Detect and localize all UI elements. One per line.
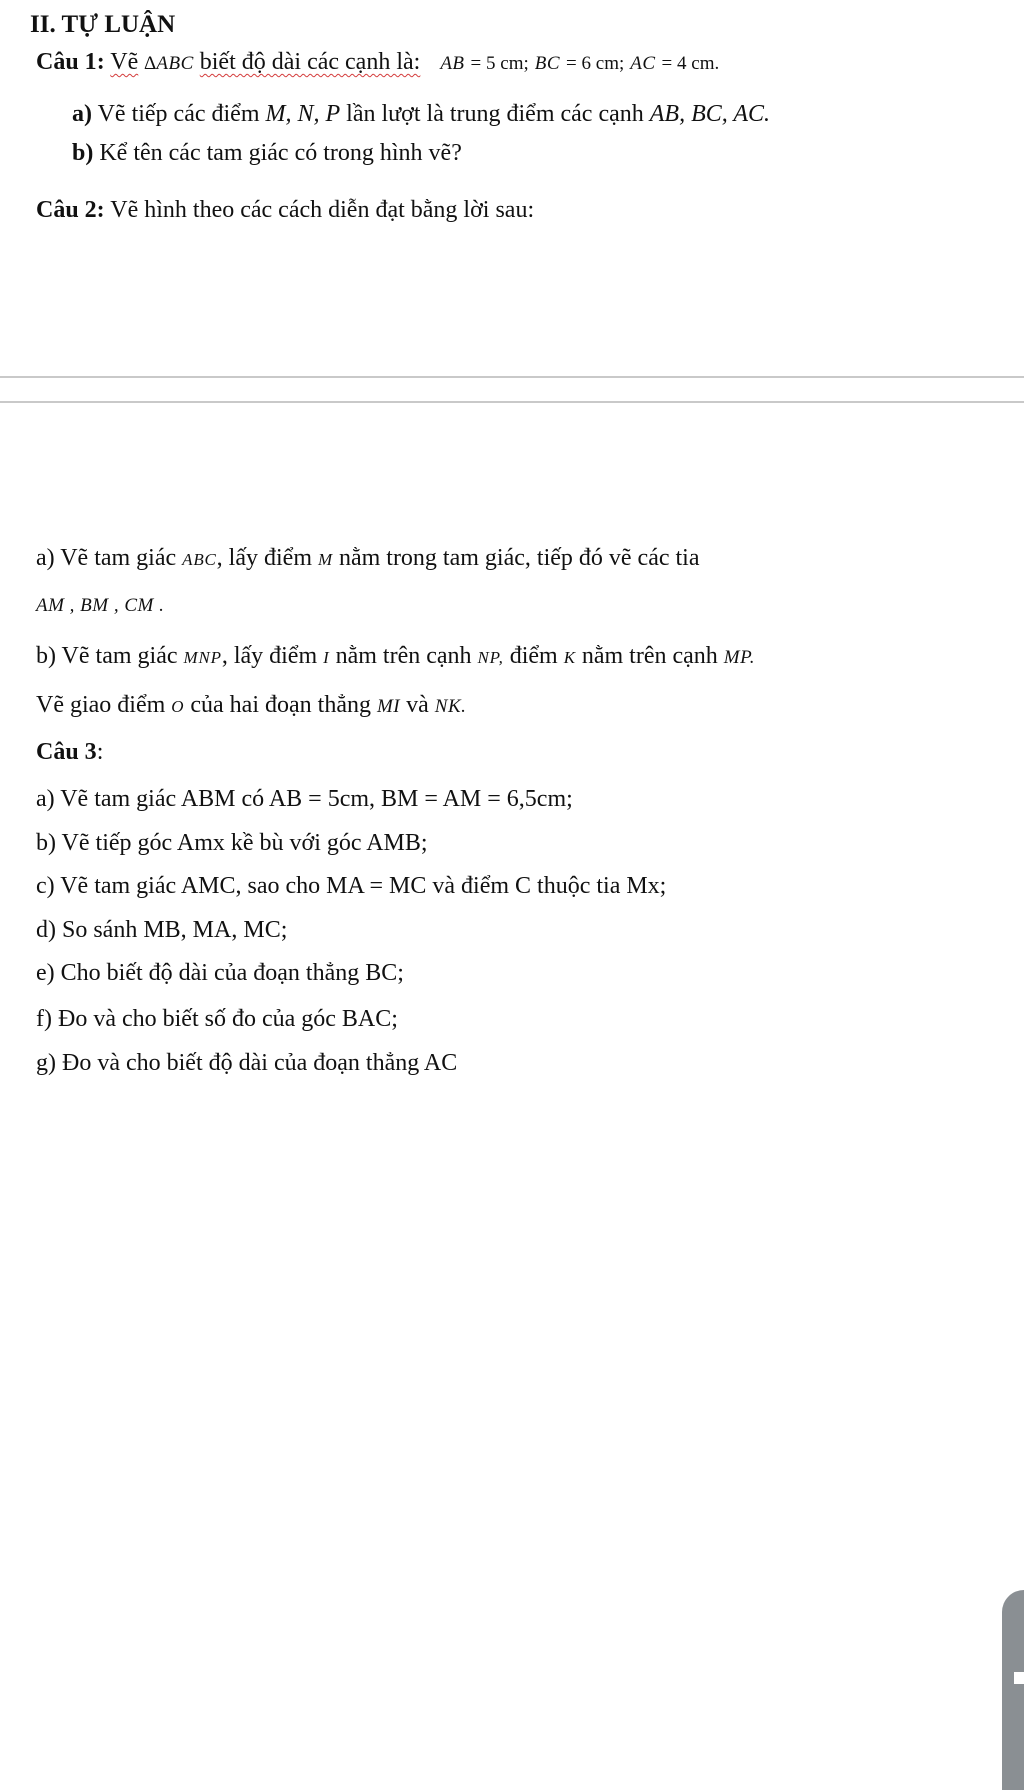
scroll-handle-mark <box>1014 1672 1024 1684</box>
section-title: II. TỰ LUẬN <box>30 11 176 38</box>
q1-a <box>72 100 770 129</box>
scroll-handle[interactable] <box>1002 1590 1024 1790</box>
q1-line <box>36 48 719 77</box>
q2-a-m: M <box>317 550 333 569</box>
q1-bc-val: = 6 cm <box>566 53 619 74</box>
q2-a-text-1: a) Vẽ tam giác <box>36 545 177 571</box>
q3-item-g: g) Đo và cho biết độ dài của đoạn thẳng AC <box>36 1050 458 1076</box>
q1-bc: BC <box>534 53 561 74</box>
q1-triangle: ∆ABC <box>144 53 194 74</box>
q1-a-points: M, N, P <box>265 101 341 127</box>
q1-verb: Vẽ <box>110 49 139 75</box>
q1-sep1: ; <box>523 53 529 74</box>
q2-a-text-2: , lấy điểm <box>216 545 312 571</box>
q1-b-text: Kể tên các tam giác có trong hình vẽ? <box>99 140 462 166</box>
q2-b-i: I <box>323 648 330 667</box>
q3-item-f: f) Đo và cho biết số đo của góc BAC; <box>36 1006 398 1032</box>
q2-b-line1 <box>36 642 755 671</box>
q2-b-text-8: và <box>406 692 429 718</box>
q1-ab-val: = 5 cm <box>470 53 524 74</box>
q1-a-text-1: Vẽ tiếp các điểm <box>97 101 260 127</box>
q1-colon: : <box>96 49 105 75</box>
q1-ac-val: = 4 cm. <box>661 53 720 74</box>
q3-heading <box>36 738 103 767</box>
q2-b-mp: MP. <box>723 647 756 668</box>
q2-b-text-3: nằm trên cạnh <box>335 643 472 669</box>
q1-b <box>72 139 462 168</box>
q2-a-line1 <box>36 544 699 573</box>
q1-b-label: b) <box>72 140 94 166</box>
q2-a-text-3: nằm trong tam giác, tiếp đó vẽ các tia <box>338 545 700 571</box>
q2-a-rays: AM , BM , CM . <box>36 595 165 616</box>
q2-label: Câu 2: <box>36 197 105 223</box>
q3-label: Câu 3 <box>36 739 97 765</box>
q1-label: Câu 1 <box>36 49 97 75</box>
q2-b-text-2: , lấy điểm <box>221 643 318 669</box>
q2-b-text-1: b) Vẽ tam giác <box>36 643 178 669</box>
q3-colon: : <box>96 739 104 765</box>
q1-sep2: ; <box>618 53 625 74</box>
q2-a-abc: ABC <box>182 550 217 569</box>
q2-b-mi: MI <box>376 696 401 717</box>
q2-b-text-6: Vẽ giao điểm <box>36 692 166 718</box>
q1-prompt: biết độ dài các cạnh là: <box>199 49 421 75</box>
q3-item-e: e) Cho biết độ dài của đoạn thẳng BC; <box>36 960 404 986</box>
q2-b-text-4: điểm <box>509 643 558 669</box>
q1-a-sides: AB, BC, AC. <box>649 101 770 127</box>
q3-item-a: a) Vẽ tam giác ABM có AB = 5cm, BM = AM = 6,5cm; <box>36 786 573 812</box>
q2-b-np: NP, <box>477 648 504 667</box>
q2-b-o: O <box>171 697 185 716</box>
q2-b-line2 <box>36 691 466 720</box>
q2-b-text-5: nằm trên cạnh <box>581 643 718 669</box>
q3-item-d: d) So sánh MB, MA, MC; <box>36 917 288 943</box>
q1-ac: AC <box>630 53 656 74</box>
q1-a-text-2: lần lượt là trung điểm các cạnh <box>346 101 644 127</box>
q3-item-b: b) Vẽ tiếp góc Amx kề bù với góc AMB; <box>36 830 428 856</box>
q1-a-label: a) <box>72 101 92 127</box>
q2-heading <box>36 196 534 225</box>
q2-b-mnp: MNP <box>183 648 222 667</box>
page-divider-bottom <box>0 401 1024 403</box>
q1-ab: AB <box>440 53 465 74</box>
q2-b-k: K <box>563 648 576 667</box>
q3-item-c: c) Vẽ tam giác AMC, sao cho MA = MC và điểm C thuộc tia Mx; <box>36 873 667 899</box>
q2-b-nk: NK. <box>434 696 467 717</box>
q2-b-text-7: của hai đoạn thẳng <box>190 692 371 718</box>
q2-text: Vẽ hình theo các cách diễn đạt bằng lời sau: <box>110 197 535 223</box>
page-divider-top <box>0 376 1024 378</box>
